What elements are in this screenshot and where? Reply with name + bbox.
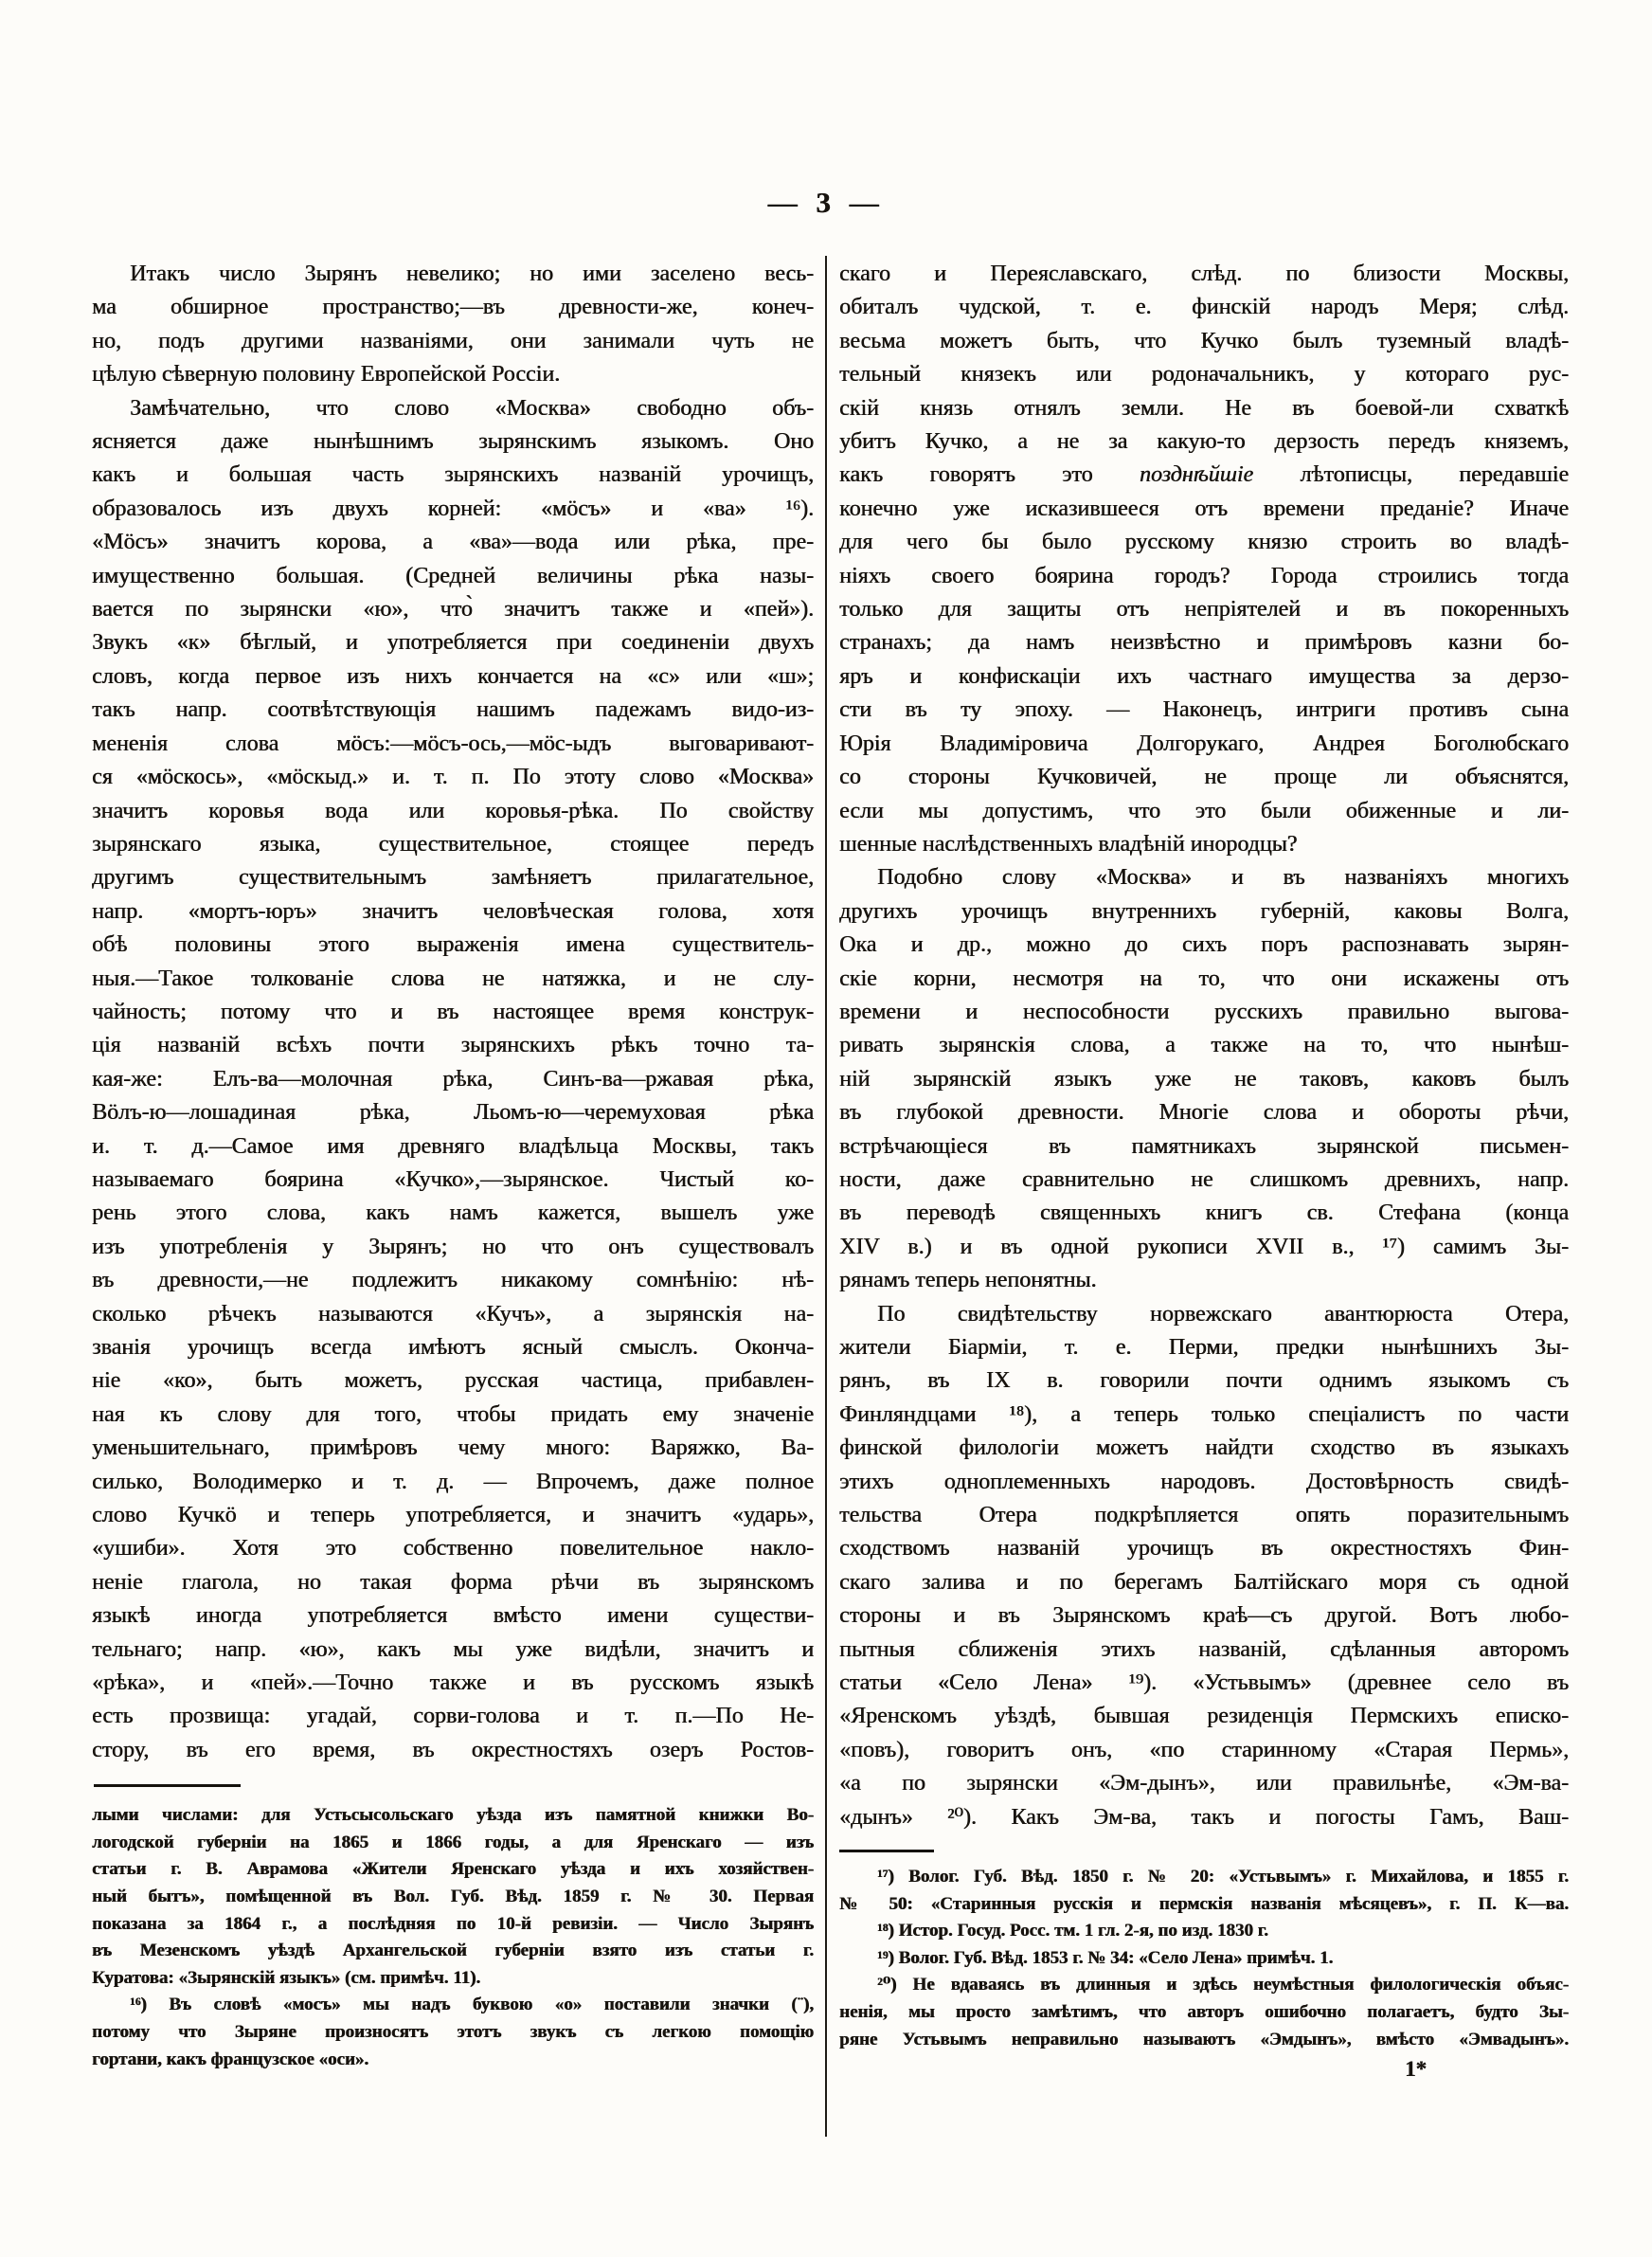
- text-line: но, подъ другими названіями, они занимали чуть не: [92, 328, 814, 353]
- text-line: По свидѣтельству норвежскаго авантюрюста Отера,: [877, 1301, 1569, 1327]
- text-line: уменьшительнаго, примѣровъ чему много: Варяжко, Ва-: [92, 1435, 814, 1461]
- text-line: Итакъ число Зырянъ невелико; но ими заселено весь-: [130, 262, 814, 286]
- text-line: въ Мезенскомъ уѣздѣ Архангельской губерніи взято изъ статьи г.: [92, 1941, 814, 1961]
- text-line: ная къ слову для того, чтобы придать ему значеніе: [92, 1401, 814, 1427]
- text-line: «рѣка», и «пей».—Точно также и въ русскомъ языкѣ: [92, 1670, 814, 1696]
- text-line: лыми числами: для Устьсысольскаго уѣзда изъ памятной книжки Во-: [92, 1805, 814, 1826]
- text-line: кая-же: Елъ-ва—молочная рѣка, Синъ-ва—ржавая рѣка,: [92, 1066, 814, 1092]
- text-line: только для защиты отъ непріятелей и въ покоренныхъ: [839, 597, 1569, 623]
- text-line: логодской губерніи на 1865 и 1866 годы, а для Яренскаго — изъ: [92, 1832, 814, 1852]
- text-line: если мы допустимъ, что это были обиженные и ли-: [839, 798, 1569, 823]
- text-line: времени и неспособности русскихъ правильно выгова-: [839, 999, 1569, 1024]
- signature-mark: 1*: [1405, 2057, 1427, 2082]
- text-line: скіе корни, несмотря на то, что они искажены отъ: [839, 966, 1569, 991]
- right-footnotes: [839, 1864, 1569, 2053]
- text-line: мененія слова мӧсъ:—мӧсъ-ось,—мӧс-ыдъ выговаривают-: [92, 731, 814, 756]
- text-line: Финляндцами ¹⁸), а теперь только спеціалистъ по части: [839, 1401, 1569, 1427]
- text-line: Куратова: «Зырянскій языкъ» (см. примѣч. 11).: [92, 1967, 481, 1988]
- text-line: ся «мӧскось», «мӧскыд.» и. т. п. По этоту слово «Москва»: [92, 765, 814, 790]
- text-line: скій князь отнялъ земли. Не въ боевой-ли схваткѣ: [839, 395, 1569, 421]
- text-line: яръ и конфискаціи ихъ частнаго имущества за дерзо-: [839, 663, 1569, 689]
- text-line: ¹⁸) Истор. Госуд. Росс. тм. 1 гл. 2-я, по изд. 1830 г.: [877, 1921, 1268, 1941]
- text-line: шенные наслѣдственныхъ владѣній инородцы?: [839, 831, 1298, 857]
- text-line: ніе «ко», быть можетъ, русская частица, прибавлен-: [92, 1368, 814, 1394]
- text-line: сти въ ту эпоху. — Наконецъ, интриги противъ сына: [839, 697, 1569, 723]
- text-line: другихъ урочищъ внутреннихъ губерній, каковы Волга,: [839, 898, 1569, 924]
- text-line: «дынъ» ²⁰). Какъ Эм-ва, такъ и погосты Гамъ, Ваш-: [839, 1804, 1569, 1830]
- left-column: [92, 258, 814, 2073]
- text-line: Ока и др., можно до сихъ поръ распознавать зырян-: [839, 932, 1569, 958]
- text-line: стороны и въ Зырянскомъ краѣ—съ другой. Вотъ любо-: [839, 1603, 1569, 1629]
- text-line: XIV в.) и въ одной рукописи XVII в., ¹⁷) самимъ Зы-: [839, 1234, 1569, 1259]
- italic-text: позднѣйшіе: [1139, 462, 1254, 488]
- text-line: финской филологіи можетъ найдти сходство въ языкахъ: [839, 1435, 1569, 1461]
- text-line: Замѣчательно, что слово «Москва» свободно объ-: [130, 395, 814, 421]
- text-line: словъ, когда первое изъ нихъ кончается на «с» или «ш»;: [92, 663, 814, 689]
- left-footnote-rule: [94, 1784, 241, 1787]
- text-line: такъ напр. соотвѣтствующія нашимъ падежамъ видо-из-: [92, 697, 814, 723]
- text-line: стору, въ его время, въ окрестностяхъ озеръ Ростов-: [92, 1737, 814, 1762]
- text-line: тельнаго; напр. «ю», какъ мы уже видѣли, значитъ и: [92, 1636, 814, 1662]
- text-line: обиталъ чудской, т. е. финскій народъ Меря; слѣд.: [839, 295, 1569, 320]
- text-line: скаго и Переяславскаго, слѣд. по близости Москвы,: [839, 262, 1569, 286]
- text-line: показана за 1864 г., а послѣдняя по 10-й ревизіи. — Число Зырянъ: [92, 1913, 814, 1934]
- text-line: обѣ половины этого выраженія имена существитель-: [92, 932, 814, 958]
- text-line: Юрія Владиміровича Долгорукаго, Андрея Боголюбскаго: [839, 731, 1569, 756]
- text-line: ряне Устьвымъ неправильно называютъ «Эмдынъ», вмѣсто «Эмвадынъ».: [839, 2029, 1569, 2049]
- text-line: образовалось изъ двухъ корней: «мӧсъ» и «ва» ¹⁶).: [92, 496, 814, 521]
- text-line: статьи «Село Лена» ¹⁹). «Устьвымъ» (древнее село въ: [839, 1670, 1569, 1696]
- text-line: изъ употребленія у Зырянъ; но что онъ существовалъ: [92, 1234, 814, 1259]
- text-line: какъ говорятъ это позднѣйшіе лѣтописцы, передавшіе: [839, 462, 1570, 488]
- text-line: ¹⁷) Волог. Губ. Вѣд. 1850 г. № 20: «Устьвымъ» г. Михайлова, и 1855 г.: [877, 1867, 1569, 1887]
- right-footnote-rule: [839, 1850, 934, 1852]
- text-line: напр. «мортъ-юръ» значитъ человѣческая голова, хотя: [92, 898, 814, 924]
- text-line: Звукъ «к» бѣглый, и употребляется при соединеніи двухъ: [92, 630, 814, 656]
- text-line: другимъ существительнымъ замѣняетъ прилагательное,: [92, 865, 814, 891]
- text-line: и. т. д.—Самое имя древняго владѣльца Москвы, такъ: [92, 1133, 814, 1159]
- text-line: ція названій всѣхъ почти зырянскихъ рѣкъ точно та-: [92, 1033, 814, 1058]
- text-line: въ переводѣ священныхъ книгъ св. Стефана (конца: [839, 1201, 1569, 1226]
- text-line: ный бытъ», помѣщенной въ Вол. Губ. Вѣд. 1859 г. № 30. Первая: [92, 1887, 814, 1907]
- text-line: рянъ, въ IX в. говорили почти однимъ языкомъ съ: [839, 1368, 1569, 1394]
- text-line: силько, Володимерко и т. д. — Впрочемъ, даже полное: [92, 1469, 814, 1494]
- right-main-text: [839, 258, 1569, 1834]
- text-line: тельства Отера подкрѣпляется опять поразительнымъ: [839, 1503, 1569, 1528]
- page-number: — 3 —: [767, 186, 885, 219]
- left-main-text: [92, 258, 814, 1767]
- text-line: въ глубокой древности. Многіе слова и обороты рѣчи,: [839, 1100, 1569, 1126]
- text-line: пытныя сближенія этихъ названій, сдѣланныя авторомъ: [839, 1636, 1569, 1662]
- text-line: встрѣчающіеся въ памятникахъ зырянской письмен-: [839, 1133, 1569, 1159]
- text-line: сходствомъ названій урочищъ въ окрестностяхъ Фин-: [839, 1536, 1569, 1562]
- left-footnotes: [92, 1802, 814, 2073]
- text-line: рянамъ теперь непонятны.: [839, 1268, 1097, 1293]
- text-line: убитъ Кучко, а не за какую-то дерзость передъ княземъ,: [839, 429, 1569, 455]
- text-line: потому что Зыряне произносятъ этотъ звукъ съ легкою помощію: [92, 2022, 814, 2043]
- text-line: какъ и большая часть зырянскихъ названій урочищъ,: [92, 462, 814, 488]
- text-line: ясняется даже нынѣшнимъ зырянскимъ языкомъ. Оно: [92, 429, 814, 455]
- text-line: «Яренскомъ уѣздѣ, бывшая резиденція Пермскихъ еписко-: [839, 1704, 1569, 1729]
- text-line: вается по зырянски «ю», что̀ значитъ также и «пей»).: [92, 597, 814, 623]
- text-line: «повъ), говоритъ онъ, «по старинному «Старая Пермь»,: [839, 1737, 1569, 1762]
- text-line: «Мӧсъ» значитъ корова, а «ва»—вода или рѣка, пре-: [92, 530, 814, 555]
- text-line: Вӧлъ-ю—лошадиная рѣка, Льомъ-ю—черемуховая рѣка: [92, 1100, 814, 1126]
- text-line: рень этого слова, какъ намъ кажется, вышелъ уже: [92, 1201, 814, 1226]
- column-divider: [825, 256, 827, 2137]
- text-line: Подобно слову «Москва» и въ названіяхъ многихъ: [877, 865, 1569, 891]
- text-line: въ древности,—не подлежитъ никакому сомнѣнію: нѣ-: [92, 1268, 814, 1293]
- text-line: цѣлую сѣверную половину Европейской Россіи.: [92, 362, 561, 388]
- text-line: ¹⁶) Въ словѣ «мосъ» мы надъ буквою «о» поставили значки (¨),: [130, 1995, 814, 2015]
- text-line: званія урочищъ всегда имѣютъ ясный смыслъ. Оконча-: [92, 1335, 814, 1360]
- text-line: имущественно большая. (Средней величины рѣка назы-: [92, 563, 814, 588]
- text-line: ма обширное пространство;—въ древности-же, конеч-: [92, 295, 814, 320]
- text-line: значитъ коровья вода или коровья-рѣка. По свойству: [92, 798, 814, 823]
- text-line: весьма можетъ быть, что Кучко былъ туземный владѣ-: [839, 328, 1569, 353]
- text-line: гортани, какъ французское «оси».: [92, 2049, 369, 2069]
- text-line: странахъ; да намъ неизвѣстно и примѣровъ казни бо-: [839, 630, 1569, 656]
- text-line: «а по зырянски «Эм-дынъ», или правильнѣе, «Эм-ва-: [839, 1771, 1569, 1797]
- text-line: скаго залива и по берегамъ Балтійскаго моря съ одной: [839, 1569, 1569, 1595]
- text-line: называемаго боярина «Кучко»,—зырянское. Чистый ко-: [92, 1166, 814, 1192]
- text-line: неніе глагола, но такая форма рѣчи въ зырянскомъ: [92, 1569, 814, 1595]
- text-line: ныя.—Такое толкованіе слова не натяжка, и не слу-: [92, 966, 814, 991]
- text-line: есть прозвища: угадай, сорви-голова и т. п.—По Не-: [92, 1704, 814, 1729]
- text-line: статьи г. В. Аврамова «Жители Яренскаго уѣзда и ихъ хозяйствен-: [92, 1859, 814, 1880]
- text-line: со стороны Кучковичей, не проще ли объяснятся,: [839, 765, 1569, 790]
- text-line: жители Біарміи, т. е. Перми, предки нынѣшнихъ Зы-: [839, 1335, 1569, 1360]
- text-line: конечно уже исказившееся отъ времени преданіе? Иначе: [839, 496, 1569, 521]
- text-line: № 50: «Старинныя русскія и пермскія названія мѣсяцевъ», г. П. К—ва.: [839, 1893, 1569, 1914]
- text-line: этихъ одноплеменныхъ народовъ. Достовѣрность свидѣ-: [839, 1469, 1569, 1494]
- text-line: зырянскаго языка, существительное, стоящее передъ: [92, 831, 814, 857]
- text-line: ¹⁹) Волог. Губ. Вѣд. 1853 г. № 34: «Село Лена» примѣч. 1.: [877, 1947, 1334, 1968]
- text-line: языкѣ иногда употребляется вмѣсто имени существи-: [92, 1603, 814, 1629]
- text-line: тельный князекъ или родоначальникъ, у котораго рус-: [839, 362, 1569, 388]
- text-line: ности, даже сравнительно не слишкомъ древнихъ, напр.: [839, 1166, 1569, 1192]
- text-line: сколько рѣчекъ называются «Кучъ», а зырянскія на-: [92, 1301, 814, 1327]
- text-line: ²⁰) Не вдаваясь въ длинныя и здѣсь неумѣстныя филологическія объяс-: [877, 1975, 1569, 1995]
- text-line: для чего бы было русскому князю строить во владѣ-: [839, 530, 1569, 555]
- text-line: чайность; потому что и въ настоящее время конструк-: [92, 999, 814, 1024]
- text-line: слово Кучкӧ и теперь употребляется, и значитъ «ударь»,: [92, 1503, 814, 1528]
- text-line: ніяхъ своего боярина городъ? Города строились тогда: [839, 563, 1569, 588]
- text-line: ній зырянскій языкъ уже не таковъ, каковъ былъ: [839, 1066, 1569, 1092]
- right-column: [839, 258, 1569, 2082]
- text-line: «ушиби». Хотя это собственно повелительное накло-: [92, 1536, 814, 1562]
- text-line: ривать зырянскія слова, а также на то, что нынѣш-: [839, 1033, 1569, 1058]
- text-line: ненія, мы просто замѣтимъ, что авторъ ошибочно полагаетъ, будто Зы-: [839, 2002, 1569, 2023]
